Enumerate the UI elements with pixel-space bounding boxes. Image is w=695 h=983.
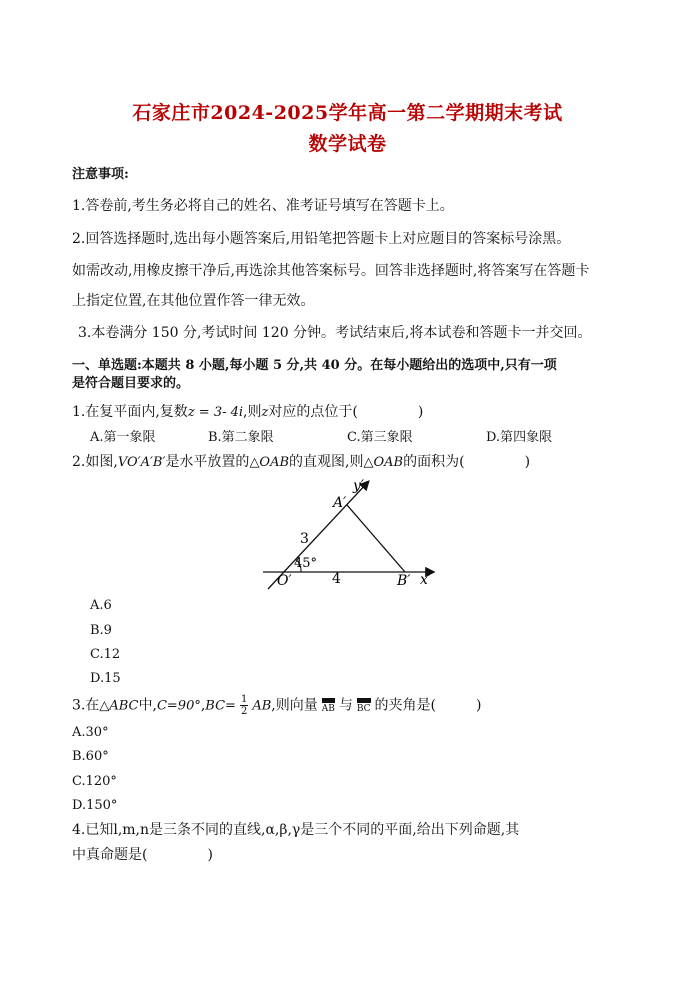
question-2-option-a: A.6	[90, 598, 112, 613]
question-3-option-d: D.150°	[72, 798, 118, 813]
label-angle: 45°	[294, 556, 318, 571]
question-1-option-d: D.第四象限	[486, 430, 553, 445]
question-3-option-b: B.60°	[72, 749, 109, 764]
question-3-comma: ,	[200, 697, 206, 714]
question-2-mid-2: 的直观图,则	[289, 454, 364, 470]
question-3-vector-bc	[357, 698, 371, 714]
question-3-fraction-numerator: 1	[240, 694, 248, 705]
question-3-option-a: A.30°	[72, 725, 109, 740]
question-2-close-paren: )	[524, 454, 531, 470]
question-2-mid: 是水平放置的	[165, 454, 250, 470]
question-3-vector-ab	[322, 698, 335, 714]
question-2-expr-2: △OAB	[249, 455, 290, 470]
question-2-expr-1: VO′A′B′	[117, 455, 166, 470]
question-2-option-c: C.12	[90, 647, 121, 662]
question-3-suffix: 的夹角是(	[374, 697, 436, 714]
question-1-option-a: A.第一象限	[90, 430, 156, 445]
question-2-option-b: B.9	[90, 623, 112, 638]
question-1-complex-number: z = 3- 4i	[187, 405, 244, 420]
question-3-condition-1: C=90°	[156, 698, 201, 714]
label-point-o: O′	[277, 573, 292, 589]
question-3-mid-1: 中,	[138, 697, 157, 714]
question-3-stem	[72, 694, 481, 717]
question-3-triangle: △ABC	[99, 698, 139, 714]
section-1-heading-line-2: 是符合题目要求的。	[72, 376, 190, 391]
question-1-option-c: C.第三象限	[347, 430, 413, 445]
question-3-vector-ab-label: AB	[321, 703, 335, 714]
label-x-axis: x′	[420, 572, 432, 588]
question-1-close-paren: )	[417, 404, 424, 420]
notice-item-2-line-3: 上指定位置,在其他位置作答一律无效。	[72, 293, 315, 309]
exam-subtitle: 数学试卷	[308, 133, 387, 155]
question-2-figure	[255, 475, 440, 595]
notice-item-1: 1.答卷前,考生务必将自己的姓名、准考证号填写在答题卡上。	[72, 198, 454, 214]
question-4-line-2	[72, 845, 213, 865]
question-4-line-2-prefix: 中真命题是(	[72, 847, 148, 863]
notice-item-3: 3.本卷满分 150 分,考试时间 120 分钟。考试结束后,将本试卷和答题卡一并交回。	[78, 325, 592, 341]
question-1-suffix: 对应的点位于(	[268, 404, 358, 420]
question-1-prefix: 1.在复平面内,复数	[72, 404, 188, 420]
question-2-expr-3: △OAB	[363, 455, 404, 470]
label-point-b: B′	[397, 573, 411, 589]
question-3-condition-2-lhs: BC=	[205, 698, 236, 714]
label-point-a: A′	[333, 495, 347, 511]
question-2-prefix: 2.如图,	[72, 454, 118, 470]
question-3-condition-2-rhs: AB	[252, 698, 272, 714]
question-3-option-c: C.120°	[72, 774, 117, 789]
label-base-length: 4	[332, 571, 341, 587]
question-4-close-paren: )	[207, 847, 213, 863]
question-2-suffix: 的面积为(	[403, 454, 465, 470]
question-1-option-b: B.第二象限	[208, 430, 274, 445]
question-2-stem	[72, 452, 530, 473]
question-4-line-1: 4.已知l,m,n是三条不同的直线,α,β,γ是三个不同的平面,给出下列命题,其	[72, 822, 520, 838]
question-3-fraction	[240, 694, 248, 717]
question-3-fraction-denominator: 2	[240, 706, 248, 717]
question-3-prefix: 3.在	[72, 697, 100, 714]
question-1-mid: ,则	[243, 404, 262, 420]
segment-a-b	[347, 505, 405, 572]
notice-item-2-line-1: 2.回答选择题时,选出每小题答案后,用铅笔把答题卡上对应题目的答案标号涂黑。	[72, 231, 571, 247]
notice-item-2-line-2: 如需改动,用橡皮擦干净后,再选涂其他答案标号。回答非选择题时,将答案写在答题卡	[72, 263, 590, 279]
label-y-axis: y′	[353, 478, 365, 494]
question-3-close-paren: )	[475, 697, 482, 714]
notice-heading: 注意事项:	[72, 167, 129, 182]
section-1-heading-line-1: 一、单选题:本题共 8 小题,每小题 5 分,共 40 分。在每小题给出的选项中,只有一项	[72, 358, 557, 373]
question-1-stem	[72, 402, 423, 423]
question-2-option-d: D.15	[90, 671, 121, 686]
label-side-length: 3	[300, 531, 309, 547]
question-3-mid-2: ,则向量	[271, 697, 318, 714]
question-1-variable: z	[261, 405, 269, 420]
question-3-vector-bc-label: BC	[356, 703, 371, 714]
question-3-and: 与	[338, 697, 353, 714]
exam-title: 石家庄市2024-2025学年高一第二学期期末考试	[132, 102, 563, 124]
